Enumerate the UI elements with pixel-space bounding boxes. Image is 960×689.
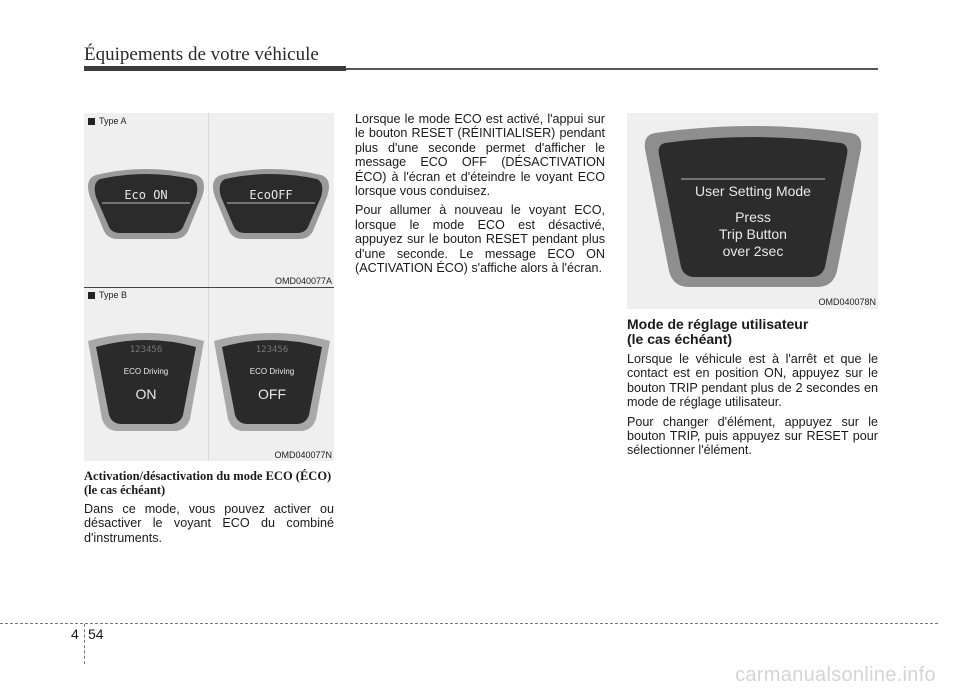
watermark: carmanualsonline.info	[735, 664, 936, 686]
user-setting-display	[641, 119, 865, 295]
page-number: 54	[88, 626, 104, 642]
gauge-eco-driving-off	[210, 327, 334, 437]
type-a-label: Type A	[88, 116, 127, 126]
page-title: Équipements de votre véhicule	[84, 44, 319, 65]
type-b-label: Type B	[88, 290, 127, 300]
header-rule	[84, 66, 346, 71]
gauge-b2-odometer: 123456	[255, 345, 289, 355]
paragraph: Pour allumer à nouveau le voyant ECO, lorsque le mode ECO est désactivé, appuyez sur le bouton RESET pendant plus d'une seconde. Le message ECO ON (ACTIVATION ÉCO) s'affiche alors à l'écran.	[355, 203, 605, 276]
screen-line-1: Press	[735, 209, 771, 225]
figure-code-user: OMD040078N	[818, 297, 876, 307]
square-bullet-icon	[88, 118, 95, 125]
figure-divider-horizontal	[84, 287, 334, 288]
user-setting-heading	[627, 317, 878, 347]
right-column-text	[627, 352, 878, 463]
middle-column-text	[355, 112, 605, 280]
gauge-eco-on-text: Eco ON	[124, 188, 168, 202]
screen-title: User Setting Mode	[695, 183, 811, 199]
gauge-eco-off-text: EcoOFF	[249, 188, 293, 202]
eco-mode-heading: Activation/désactivation du mode ECO (ÉCO) (le cas échéant)	[84, 469, 332, 497]
screen-line-3: over 2sec	[722, 243, 784, 259]
gauge-b1-odometer: 123456	[129, 345, 163, 355]
screen-line-2: Trip Button	[719, 226, 787, 242]
square-bullet-icon	[88, 292, 95, 299]
gauge-b1-state: ON	[135, 386, 157, 402]
heading-line-1: Mode de réglage utilisateur	[627, 316, 809, 332]
footer-separator	[84, 624, 85, 664]
figure-code-b: OMD040077N	[274, 450, 332, 460]
paragraph: Lorsque le véhicule est à l'arrêt et que le contact est en position ON, appuyez sur le bouton TRIP pendant plus de 2 secondes en mode de réglage utilisateur.	[627, 352, 878, 410]
paragraph: Pour changer d'élément, appuyez sur le bouton TRIP, puis appuyez sur RESET pour sélectionner l'élément.	[627, 414, 878, 458]
gauge-eco-off	[211, 165, 331, 245]
heading-line-2: (le cas échéant)	[627, 331, 733, 347]
figure-code-a: OMD040077A	[274, 276, 332, 286]
user-setting-figure	[627, 113, 878, 309]
gauge-eco-on	[86, 165, 206, 245]
gauge-b2-state: OFF	[258, 386, 286, 402]
header-rule-thin	[346, 68, 878, 70]
gauge-eco-driving-on	[84, 327, 208, 437]
section-number: 4	[71, 626, 79, 642]
eco-figure	[84, 113, 334, 461]
paragraph: Dans ce mode, vous pouvez activer ou désactiver le voyant ECO du combiné d'instruments.	[84, 502, 334, 545]
left-column-text	[84, 502, 334, 550]
footer-rule	[0, 623, 938, 624]
gauge-b1-title: ECO Driving	[123, 367, 169, 376]
paragraph: Lorsque le mode ECO est activé, l'appui sur le bouton RESET (RÉINITIALISER) pendant plus d'une seconde permet d'afficher le message ECO OFF (DÉSACTIVATION ÉCO) à l'écran et d'éteindre le voyant ECO lorsque vous conduisez.	[355, 112, 605, 199]
gauge-b2-title: ECO Driving	[249, 367, 295, 376]
